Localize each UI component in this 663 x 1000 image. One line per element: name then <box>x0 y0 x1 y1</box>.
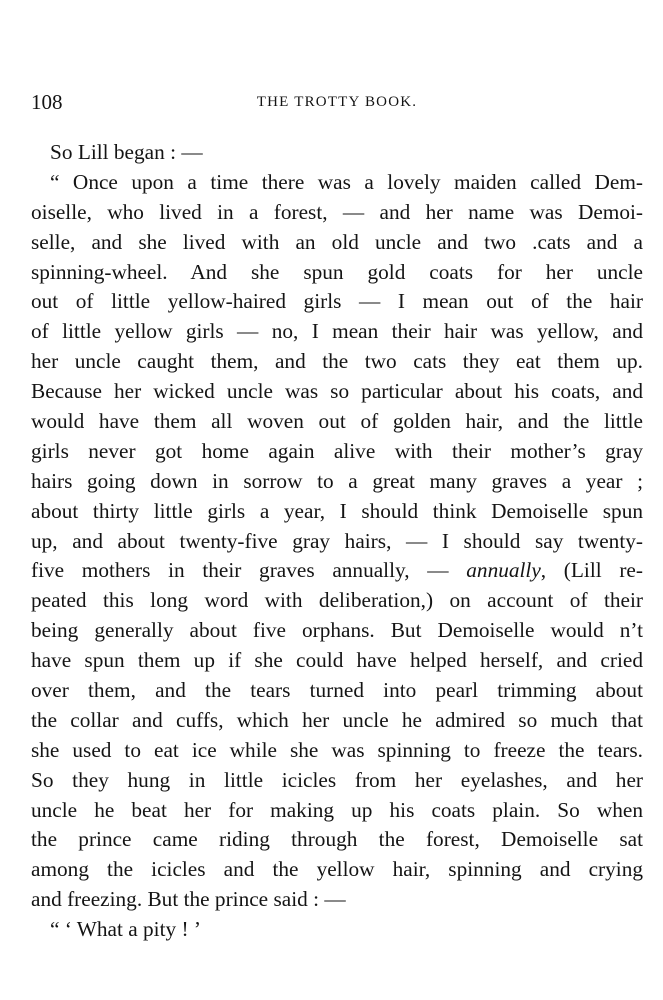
text-line: among the icicles and the yellow hair, spinning and crying <box>31 857 643 882</box>
text-line: the prince came riding through the forest, Demoiselle sat <box>31 827 643 852</box>
text-line: of little yellow girls — no, I mean their hair was yellow, and <box>31 319 643 344</box>
text-line: uncle he beat her for making up his coats plain. So when <box>31 797 643 822</box>
text-line: about thirty little girls a year, I should think Demoiselle spun <box>31 498 643 523</box>
text-line: and freezing. But the prince said : — <box>31 887 346 912</box>
running-title: THE TROTTY BOOK. <box>256 94 418 110</box>
text-line: hairs going down in sorrow to a great many graves a year ; <box>31 468 643 493</box>
text-line: have spun them up if she could have helped herself, and cried <box>31 648 643 673</box>
text-line: out of little yellow-haired girls — I mean out of the hair <box>31 289 643 314</box>
text-line: “ ‘ What a pity ! ’ <box>50 917 201 942</box>
page-number: 108 <box>31 90 63 114</box>
text-line: selle, and she lived with an old uncle and two .cats and a <box>31 229 643 254</box>
line-text-before-italic: five mothers in their graves annually, — <box>31 558 467 583</box>
text-line: Because her wicked uncle was so particular about his coats, and <box>31 379 643 404</box>
body-text <box>31 138 643 945</box>
italic-word: annually <box>466 558 541 583</box>
text-line: girls never got home again alive with their mother’s gray <box>31 438 643 463</box>
text-line: her uncle caught them, and the two cats they eat them up. <box>31 349 643 374</box>
text-line: oiselle, who lived in a forest, — and her name was Demoi- <box>31 199 643 224</box>
text-line: So Lill began : — <box>50 140 203 164</box>
text-line: up, and about twenty-five gray hairs, — I should say twenty- <box>31 528 643 553</box>
text-line: So they hung in little icicles from her eyelashes, and her <box>31 767 643 792</box>
text-line: over them, and the tears turned into pearl trimming about <box>31 678 643 703</box>
running-head <box>31 90 643 114</box>
text-line: spinning-wheel. And she spun gold coats for her uncle <box>31 259 643 284</box>
text-line: would have them all woven out of golden hair, and the little <box>31 409 643 434</box>
text-line: being generally about five orphans. But Demoiselle would n’t <box>31 618 643 643</box>
text-line: the collar and cuffs, which her uncle he admired so much that <box>31 707 643 732</box>
text-line: peated this long word with deliberation,) on account of their <box>31 588 643 613</box>
text-line: “ Once upon a time there was a lovely maiden called Dem- <box>50 169 643 194</box>
text-line-with-italic <box>31 556 643 586</box>
line-text-after-italic: , (Lill re- <box>540 558 643 583</box>
text-line: she used to eat ice while she was spinning to freeze the tears. <box>31 737 643 762</box>
